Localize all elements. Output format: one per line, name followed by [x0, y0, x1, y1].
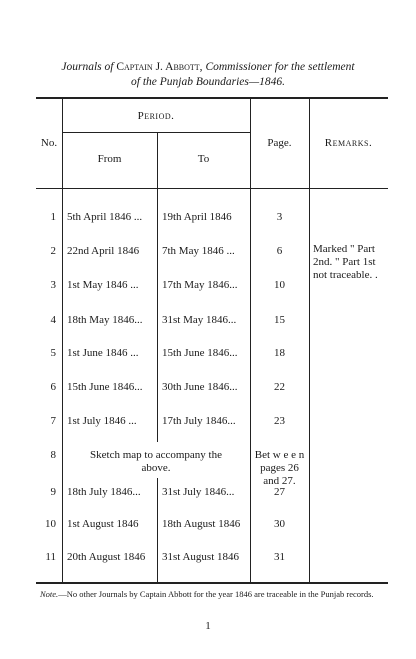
col-divider-no [62, 97, 63, 582]
row-to: 19th April 1846 [162, 211, 232, 223]
footnote [40, 589, 390, 600]
remarks-line3: not traceable. . [313, 269, 378, 281]
row-page: 18 [274, 347, 285, 359]
footnote-text: —No other Journals by Captain Abbott for the year 1846 are traceable in the Punjab records. [58, 589, 374, 599]
row-to: 18th August 1846 [162, 518, 241, 530]
header-period: Period. [137, 110, 175, 122]
row-from: 1st June 1846 ... [67, 347, 139, 359]
row-to: 17th July 1846... [162, 415, 236, 427]
table-top-rule [36, 97, 388, 99]
row-page-line1: Bet w e e n [254, 449, 305, 461]
row-span-text: Sketch map to accompany the [90, 449, 222, 461]
row-no: 2 [50, 245, 56, 257]
row-page: 27 [274, 486, 285, 498]
title-prefix: Journals of [61, 61, 114, 73]
row-no: 4 [50, 314, 56, 326]
row-from: 1st July 1846 ... [67, 415, 137, 427]
row-page: 30 [274, 518, 285, 530]
col-divider-from-upper [157, 132, 158, 442]
row-to: 15th June 1846... [162, 347, 238, 359]
remarks-line1: Marked " Part [313, 243, 375, 255]
row-page: 10 [274, 279, 285, 291]
header-bottom-rule [36, 188, 388, 189]
remarks-line2: 2nd. " Part 1st [313, 256, 376, 268]
row-no: 6 [50, 381, 56, 393]
header-to: To [197, 153, 210, 165]
row-no: 8 [50, 449, 56, 461]
header-page: Page. [267, 137, 292, 149]
table-bottom-rule [36, 582, 388, 584]
row-no: 9 [50, 486, 56, 498]
page-number: 1 [205, 620, 211, 632]
row-no: 5 [50, 347, 56, 359]
page-subtitle: of the Punjab Boundaries—1846. [131, 76, 285, 88]
row-to: 31st July 1846... [162, 486, 235, 498]
page-title [0, 60, 416, 74]
row-page: 3 [276, 211, 283, 223]
row-no: 11 [45, 551, 56, 563]
header-remarks: Remarks. [324, 137, 373, 149]
row-page: 22 [274, 381, 285, 393]
row-page: 31 [274, 551, 285, 563]
row-page-line2: pages 26 [260, 462, 299, 474]
row-to: 30th June 1846... [162, 381, 238, 393]
row-from: 5th April 1846 ... [67, 211, 143, 223]
row-page: 6 [276, 245, 283, 257]
row-page: 15 [274, 314, 285, 326]
title-name: Captain J. Abbott, [116, 61, 203, 73]
col-divider-to [250, 97, 251, 582]
row-to: 31st May 1846... [162, 314, 237, 326]
row-no: 3 [50, 279, 56, 291]
row-page: 23 [274, 415, 285, 427]
row-from: 15th June 1846... [67, 381, 143, 393]
row-from: 18th July 1846... [67, 486, 141, 498]
row-from: 22nd April 1846 [67, 245, 140, 257]
title-suffix: Commissioner for the settlement [205, 61, 355, 73]
row-no: 7 [50, 415, 56, 427]
row-no: 10 [45, 518, 56, 530]
row-page-line3: and 27. [263, 475, 296, 487]
row-from: 18th May 1846... [67, 314, 143, 326]
row-to: 7th May 1846 ... [162, 245, 235, 257]
header-from: From [97, 153, 122, 165]
row-from: 1st August 1846 [67, 518, 139, 530]
col-divider-from-lower [157, 478, 158, 582]
row-span-text-cont: above. [141, 462, 171, 474]
period-header-rule [62, 132, 250, 133]
row-to: 31st August 1846 [162, 551, 240, 563]
row-to: 17th May 1846... [162, 279, 238, 291]
row-from: 20th August 1846 [67, 551, 146, 563]
col-divider-page [309, 97, 310, 582]
row-from: 1st May 1846 ... [67, 279, 139, 291]
footnote-label: Note. [40, 589, 59, 599]
row-no: 1 [50, 211, 56, 223]
header-no: No. [40, 137, 58, 149]
